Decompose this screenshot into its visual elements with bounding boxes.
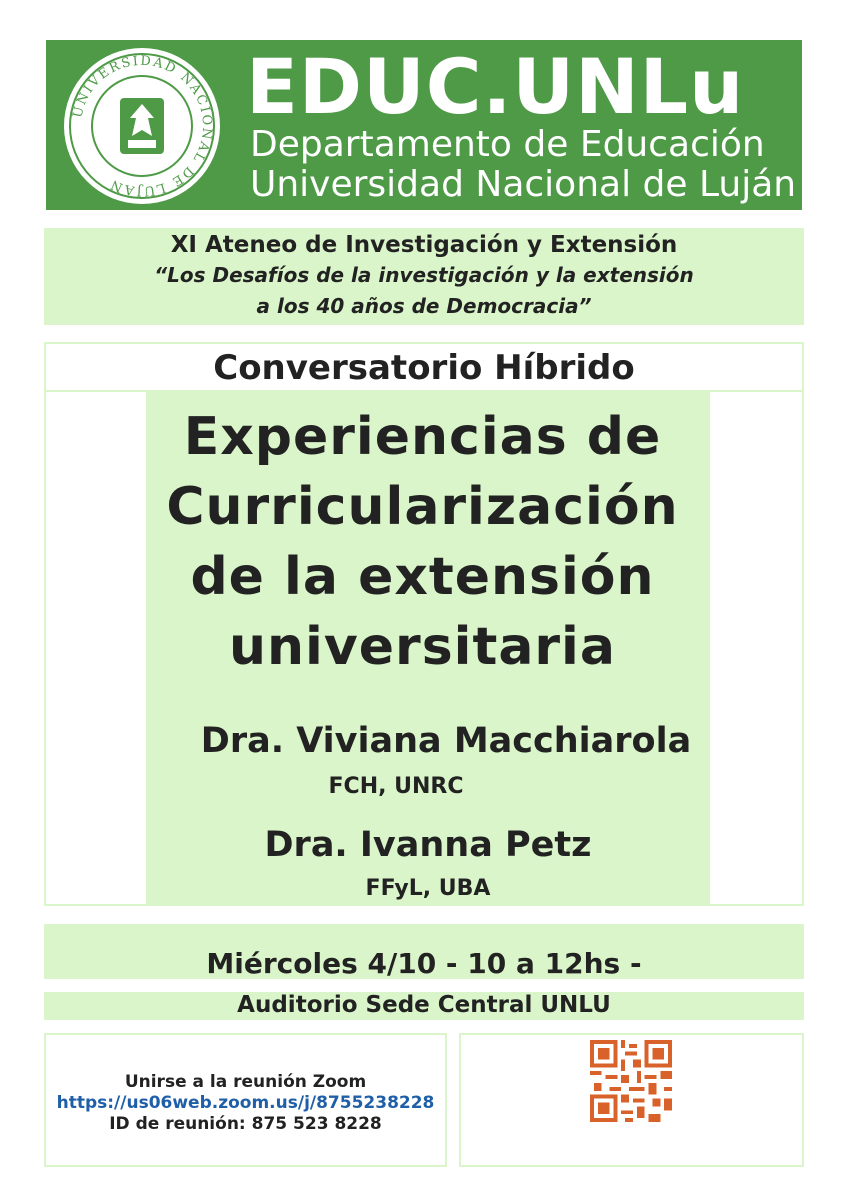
event-date-time: Miércoles 4/10 - 10 a 12hs - xyxy=(206,947,642,980)
ateneo-band xyxy=(44,228,804,325)
seal-text: UNIVERSIDAD NACIONAL DE LUJAN xyxy=(70,53,215,199)
department-name: Departamento de Educación xyxy=(250,124,765,165)
event-format: Conversatorio Híbrido xyxy=(44,342,804,392)
brand-title: EDUC.UNLu xyxy=(246,42,745,131)
speaker-2-affiliation: FFyL, UBA xyxy=(365,876,491,901)
topic-line: Curricularización xyxy=(166,477,679,537)
speaker-1-name: Dra. Viviana Macchiarola xyxy=(200,721,692,761)
zoom-link[interactable]: https://us06web.zoom.us/j/8755238228 xyxy=(56,1093,435,1113)
zoom-info xyxy=(44,1072,447,1135)
topic-line: de la extensión xyxy=(190,547,655,607)
topic-line: Experiencias de xyxy=(183,407,662,467)
topic-line: universitaria xyxy=(229,617,616,677)
event-topic xyxy=(100,402,745,682)
zoom-meeting-id: ID de reunión: 875 523 8228 xyxy=(109,1114,382,1134)
qr-code-icon[interactable] xyxy=(590,1040,672,1122)
event-place: Auditorio Sede Central UNLU xyxy=(237,992,611,1018)
ateneo-quote-line2: a los 40 años de Democracia” xyxy=(256,294,592,318)
university-name: Universidad Nacional de Luján xyxy=(250,164,797,205)
zoom-join-label: Unirse a la reunión Zoom xyxy=(124,1072,367,1092)
ateneo-quote-line1: “Los Desafíos de la investigación y la extensión xyxy=(154,263,694,287)
speaker-1-affiliation: FCH, UNRC xyxy=(328,774,464,799)
speaker-2-name: Dra. Ivanna Petz xyxy=(264,825,592,865)
university-seal-logo xyxy=(62,46,222,206)
ateneo-title: XI Ateneo de Investigación y Extensión xyxy=(170,232,678,258)
